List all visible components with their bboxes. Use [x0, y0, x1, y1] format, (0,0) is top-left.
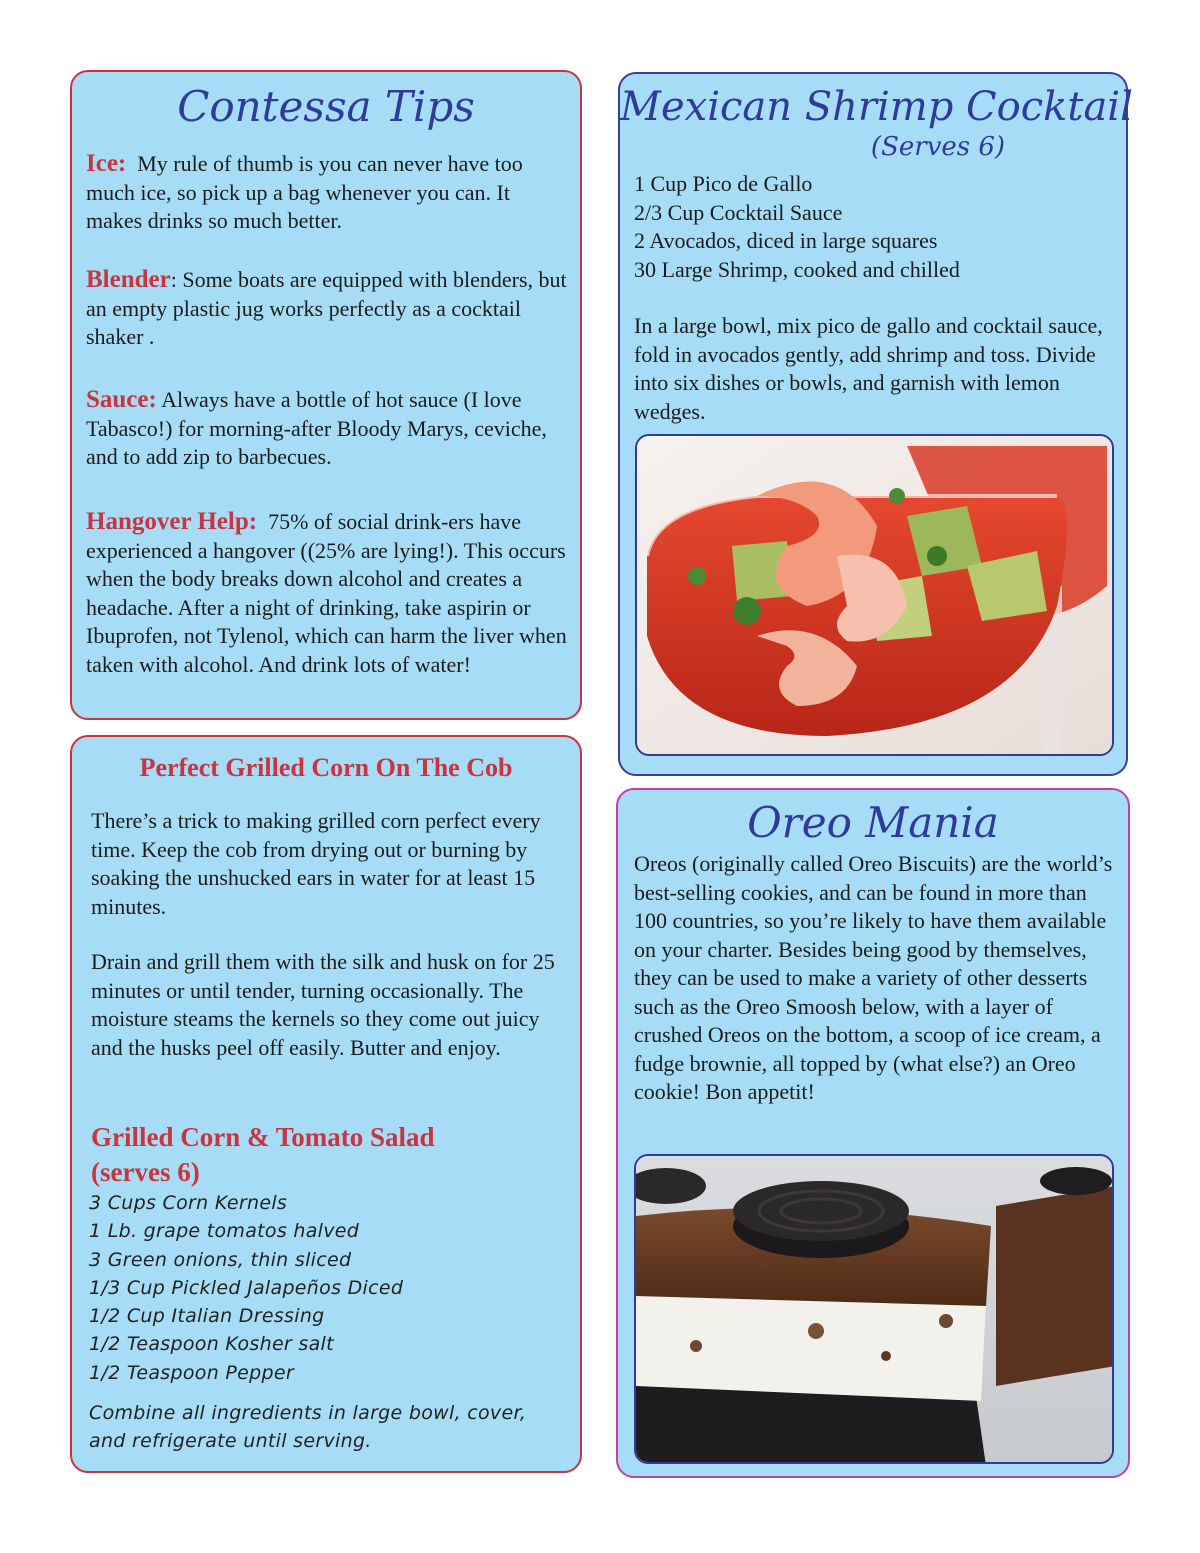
shrimp-instructions: In a large bowl, mix pico de gallo and cocktail sauce, fold in avocados gently, add shrimp and toss. Divide into six dishes or bowls, and garnish with lemon wedges. — [634, 313, 1103, 424]
oreo-mania-text: Oreos (originally called Oreo Biscuits) are the world’s best-selling cookies, and can be found in more than 100 countries, so you’re likely to have them available on your charter. Besides being good by themselves, they can be used to make a variety of other desserts such as the Oreo Smoosh below, with a layer of crushed Oreos on the bottom, a scoop of ice cream, a fudge brownie, all topped by (what else?) an Oreo cookie! Bon appetit! — [634, 851, 1113, 1104]
oreo-dessert-photo — [634, 1154, 1114, 1464]
shrimp-cocktail-title: Mexican Shrimp Cocktail — [620, 84, 1133, 130]
shrimp-cocktail-panel — [618, 72, 1133, 776]
tip-ice-lead: Ice: — [86, 150, 127, 177]
ingredient-item: 2/3 Cup Cocktail Sauce — [634, 199, 843, 225]
shrimp-ingredients — [634, 170, 1116, 284]
ingredient-item: 30 Large Shrimp, cooked and chilled — [634, 256, 960, 282]
ingredient-item: 1 Lb. grape tomatos halved — [89, 1220, 360, 1243]
tip-sauce-text: Always have a bottle of hot sauce (I love Tabasco!) for morning-after Bloody Marys, ceviche, and to add zip to barbecues. — [86, 387, 547, 469]
ingredient-item: 1/2 Cup Italian Dressing — [89, 1305, 325, 1328]
tip-blender-lead: Blender — [86, 266, 171, 293]
ingredient-item: 3 Green onions, thin sliced — [89, 1248, 352, 1271]
corn-salad-serves: (serves 6) — [91, 1157, 200, 1187]
grilled-corn-title: Perfect Grilled Corn On The Cob — [139, 753, 513, 782]
grilled-corn-para-1: There’s a trick to making grilled corn perfect every time. Keep the cob from drying out or burning by soaking the unshucked ears in water for at least 15 minutes. — [91, 808, 541, 919]
tip-hangover-text: 75% of social drink-ers have experienced a hangover ((25% are lying!). This occurs when the body breaks down alcohol and creates a headache. After a night of drinking, take aspirin or Ibuprofen, not Tylenol, which can harm the liver when taken with alcohol. And drink lots of water! — [86, 509, 567, 677]
tip-hangover-lead: Hangover Help: — [86, 508, 258, 535]
corn-salad-title — [91, 1120, 563, 1190]
oreo-mania-panel — [616, 788, 1130, 1478]
ingredient-item: 1 Cup Pico de Gallo — [634, 171, 813, 196]
oreo-dessert-illustration — [636, 1156, 1114, 1464]
grilled-corn-para-2: Drain and grill them with the silk and husk on for 25 minutes or until tender, turning occasionally. The moisture steams the kernels so they come out juicy and the husks peel off easily. Butter and enjoy. — [91, 949, 555, 1060]
ingredient-item: 1/2 Teaspoon Kosher salt — [89, 1333, 334, 1356]
grilled-corn-panel — [70, 735, 582, 1473]
tip-sauce — [86, 386, 568, 472]
tip-sauce-lead: Sauce: — [86, 386, 157, 413]
tip-blender — [86, 266, 568, 352]
tip-blender-text: : Some boats are equipped with blenders, but an empty plastic jug works perfectly as a cocktail shaker . — [86, 267, 567, 349]
tip-hangover — [86, 508, 568, 679]
shrimp-cocktail-serves: (Serves 6) — [870, 132, 1006, 162]
shrimp-cocktail-illustration — [637, 436, 1114, 756]
ingredient-item: 2 Avocados, diced in large squares — [634, 228, 938, 253]
contessa-tips-title: Contessa Tips — [177, 82, 475, 131]
corn-salad-ingredients — [89, 1189, 561, 1387]
shrimp-cocktail-photo — [635, 434, 1114, 756]
oreo-mania-title: Oreo Mania — [747, 798, 999, 847]
ingredient-item: 1/2 Teaspoon Pepper — [89, 1361, 294, 1384]
corn-salad-instructions: Combine all ingredients in large bowl, cover, and refrigerate until serving. — [89, 1402, 527, 1453]
ingredient-item: 3 Cups Corn Kernels — [89, 1192, 288, 1214]
tip-ice-text: My rule of thumb is you can never have too much ice, so pick up a bag whenever you can. It makes drinks so much better. — [86, 151, 523, 233]
tip-ice — [86, 150, 568, 236]
ingredient-item: 1/3 Cup Pickled Jalapeños Diced — [89, 1276, 404, 1299]
corn-salad-name: Grilled Corn & Tomato Salad — [91, 1122, 435, 1152]
contessa-tips-panel — [70, 70, 582, 720]
